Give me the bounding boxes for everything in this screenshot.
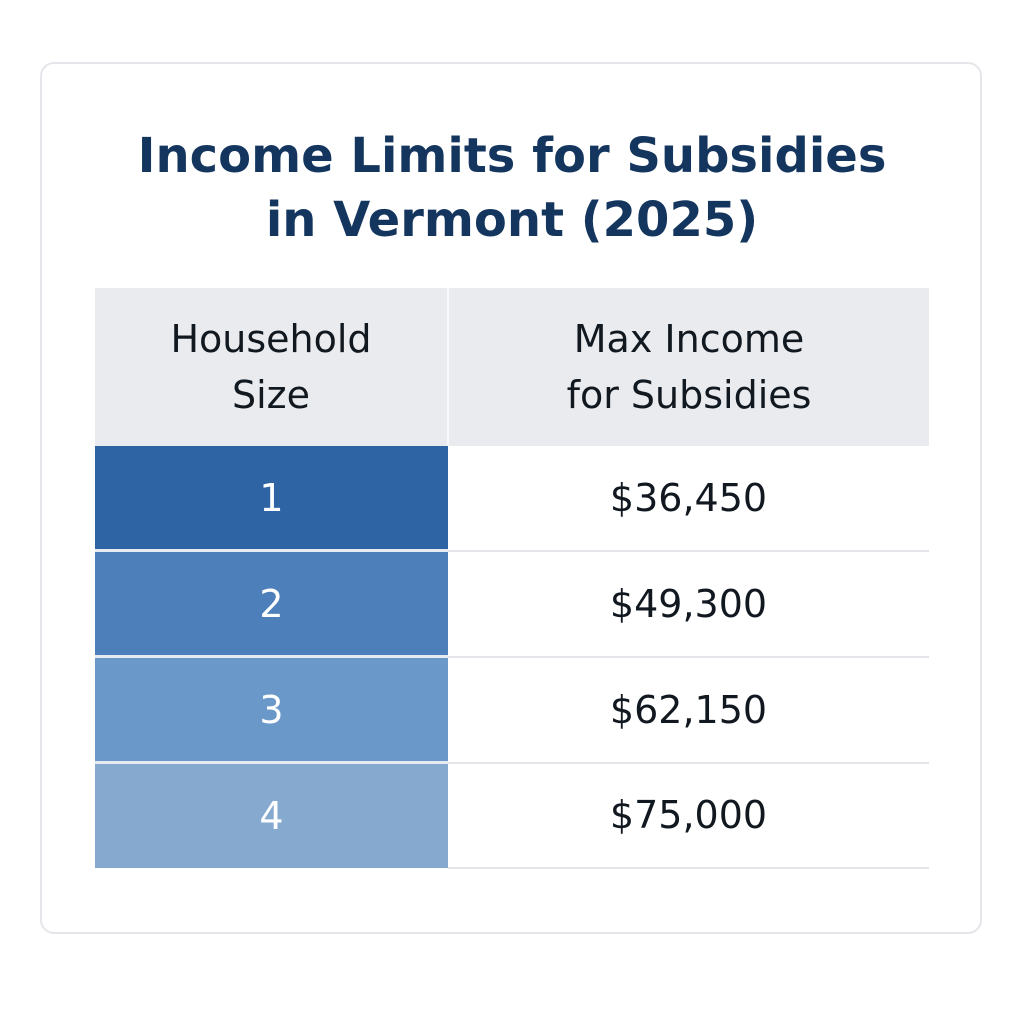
header-max-income-line-1: Max Income [573,317,805,361]
max-income-cell: $75,000 [448,763,929,868]
table-row [95,657,929,763]
income-table-wrapper [95,288,929,869]
max-income-cell: $49,300 [448,551,929,657]
table-row [95,551,929,657]
table-row [95,446,929,551]
header-household-size-line-1: Household [170,317,372,361]
header-household-size-line-2: Size [231,373,310,417]
page-title [0,124,1024,252]
table-row [95,763,929,868]
household-size-cell: 2 [95,551,448,657]
income-limits-table [95,288,929,869]
header-max-income-line-2: for Subsidies [566,373,812,417]
max-income-cell: $62,150 [448,657,929,763]
title-line-1: Income Limits for Subsidies [137,128,887,184]
header-max-income [448,288,929,446]
table-header-row [95,288,929,446]
household-size-cell: 3 [95,657,448,763]
household-size-cell: 4 [95,763,448,868]
household-size-cell: 1 [95,446,448,551]
title-line-2: in Vermont (2025) [265,192,759,248]
max-income-cell: $36,450 [448,446,929,551]
header-household-size [95,288,448,446]
